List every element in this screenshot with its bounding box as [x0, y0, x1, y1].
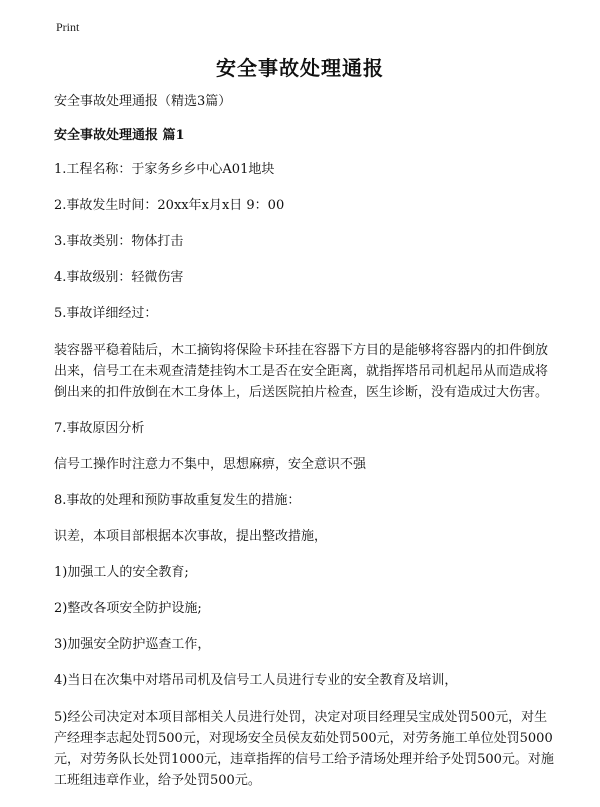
item-incident-time: 2.事故发生时间：20xx年x月x日 9：00 [54, 198, 285, 213]
item-incident-category: 3.事故类别：物体打击 [54, 234, 184, 249]
document-title: 安全事故处理通报 [216, 56, 384, 80]
measure-item: 3)加强安全防护巡查工作， [54, 637, 211, 652]
penalty-paragraph: 5)经公司决定对本项目部相关人员进行处罚，决定对项目经理吴宝成处罚500元，对生产经理李志起处罚500元，对现场安全员侯友茹处罚500元，对劳务施工单位处罚5000元，对劳务队长处罚1000元，违章指挥的信号工给予清场处理并给予处罚500元。对施工班组违章作业，给予处罚500元。 [54, 710, 554, 788]
measure-item: 1)加强工人的安全教育; [54, 565, 189, 580]
document-body [54, 92, 554, 807]
item-incident-level: 4.事故级别：轻微伤害 [54, 270, 184, 285]
document-subtitle: 安全事故处理通报（精选3篇） [54, 94, 232, 109]
print-link[interactable]: Print [56, 20, 80, 34]
item-project-name: 1.工程名称：于家务乡乡中心A01地块 [54, 162, 275, 177]
measure-item: 4)当日在次集中对塔吊司机及信号工人员进行专业的安全教育及培训， [54, 673, 458, 688]
incident-detail-paragraph: 装容器平稳着陆后，木工摘钩将保险卡环挂在容器下方目的是能够将容器内的扣件倒放出来，信号工在未观查清楚挂钩木工是否在安全距离，就指挥塔吊司机起吊从而造成将倒出来的扣件放倒在木工身体上，后送医院拍片检查，医生诊断，没有造成过大伤害。 [54, 343, 549, 400]
section-heading: 安全事故处理通报 篇1 [54, 128, 185, 143]
cause-text: 信号工操作时注意力不集中，思想麻痹，安全意识不强 [54, 457, 367, 472]
measure-item: 2)整改各项安全防护设施; [54, 601, 202, 616]
measures-heading: 8.事故的处理和预防事故重复发生的措施： [54, 493, 301, 508]
item-incident-details-heading: 5.事故详细经过： [54, 306, 158, 321]
measures-intro: 识差，本项目部根据本次事故，提出整改措施， [54, 529, 328, 544]
cause-heading: 7.事故原因分析 [54, 421, 145, 436]
